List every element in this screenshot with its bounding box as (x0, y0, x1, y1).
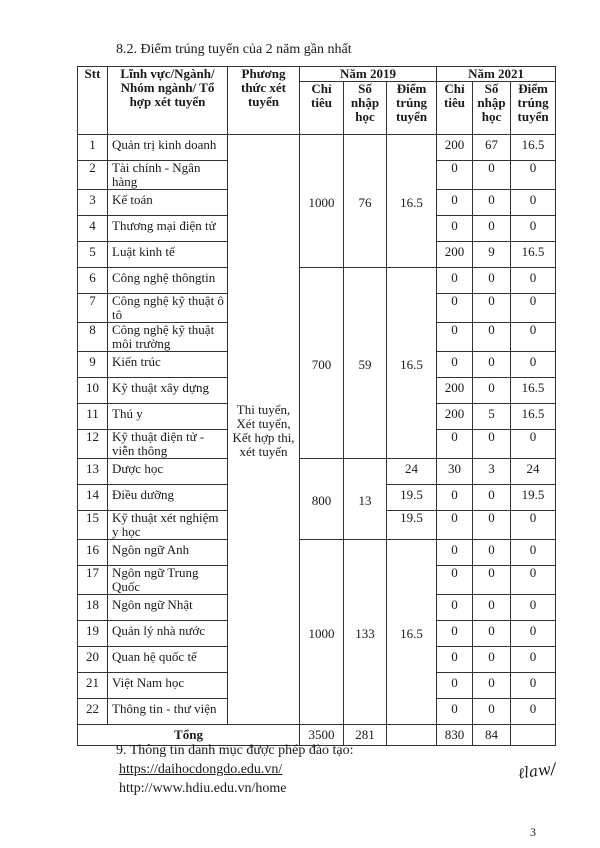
total-s2019 (387, 725, 437, 746)
score-2021-cell: 16.5 (511, 135, 556, 161)
score-2021-cell: 0 (511, 540, 556, 566)
row-field-name: Kiến trúc (108, 352, 228, 378)
score-2021-cell: 24 (511, 459, 556, 485)
quota-2021-cell: 0 (437, 511, 473, 540)
row-field-name: Luật kinh tế (108, 242, 228, 268)
header-quota-2021: Chỉ tiêu (437, 82, 473, 135)
score-2021-cell: 0 (511, 621, 556, 647)
table-row (78, 459, 556, 485)
score-2021-cell: 16.5 (511, 242, 556, 268)
enrolled-2021-cell: 0 (473, 485, 511, 511)
score-2021-cell: 16.5 (511, 404, 556, 430)
quota-2021-cell: 30 (437, 459, 473, 485)
row-field-name: Việt Nam học (108, 673, 228, 699)
total-q2019: 3500 (300, 725, 344, 746)
row-field-name: Thương mại điện tử (108, 216, 228, 242)
enrolled-2021-cell: 0 (473, 190, 511, 216)
row-stt: 20 (78, 647, 108, 673)
total-label: Tổng (78, 725, 300, 746)
section-title: 8.2. Điểm trúng tuyển của 2 năm gần nhất (116, 42, 352, 57)
quota-2021-cell: 0 (437, 430, 473, 459)
enrolled-2019-cell: 13 (344, 459, 387, 540)
quota-2021-cell: 0 (437, 647, 473, 673)
enrolled-2021-cell: 67 (473, 135, 511, 161)
total-e2021: 84 (473, 725, 511, 746)
quota-2019-cell: 700 (300, 268, 344, 459)
header-enrolled-2019: Số nhập học (344, 82, 387, 135)
row-field-name: Thú y (108, 404, 228, 430)
enrolled-2021-cell: 0 (473, 161, 511, 190)
link-hdiu[interactable]: http://www.hdiu.edu.vn/home (119, 781, 287, 796)
enrolled-2019-cell: 133 (344, 540, 387, 725)
score-2021-cell: 0 (511, 673, 556, 699)
quota-2021-cell: 0 (437, 190, 473, 216)
row-field-name: Ngôn ngữ Anh (108, 540, 228, 566)
row-stt: 18 (78, 595, 108, 621)
row-field-name: Ngôn ngữ Nhật (108, 595, 228, 621)
row-field-name: Ngôn ngữ Trung Quốc (108, 566, 228, 595)
row-field-name: Kỹ thuật xét nghiệm y học (108, 511, 228, 540)
score-2021-cell: 0 (511, 323, 556, 352)
row-field-name: Điều dưỡng (108, 485, 228, 511)
quota-2021-cell: 0 (437, 566, 473, 595)
quota-2021-cell: 0 (437, 294, 473, 323)
quota-2021-cell: 0 (437, 540, 473, 566)
score-2019-cell: 16.5 (387, 540, 437, 725)
admission-scores-table (77, 66, 556, 746)
enrolled-2021-cell: 0 (473, 323, 511, 352)
row-stt: 3 (78, 190, 108, 216)
row-stt: 2 (78, 161, 108, 190)
admission-method-cell: Thi tuyển, Xét tuyển, Kết hợp thi, xét tuyển (228, 135, 300, 725)
total-e2019: 281 (344, 725, 387, 746)
enrolled-2021-cell: 0 (473, 699, 511, 725)
row-field-name: Công nghệ kỹ thuật ô tô (108, 294, 228, 323)
row-stt: 6 (78, 268, 108, 294)
row-stt: 7 (78, 294, 108, 323)
score-2021-cell: 0 (511, 511, 556, 540)
score-2019-cell: 16.5 (387, 135, 437, 268)
row-stt: 11 (78, 404, 108, 430)
page-number: 3 (530, 825, 536, 839)
link-daihocdongdo[interactable]: https://daihocdongdo.edu.vn/ (119, 762, 283, 777)
enrolled-2021-cell: 0 (473, 378, 511, 404)
score-2021-cell: 0 (511, 566, 556, 595)
score-2021-cell: 0 (511, 595, 556, 621)
table-row (78, 540, 556, 566)
row-field-name: Quan hệ quốc tế (108, 647, 228, 673)
score-2021-cell: 0 (511, 352, 556, 378)
row-stt: 14 (78, 485, 108, 511)
score-2019-cell: 19.5 (387, 511, 437, 540)
enrolled-2021-cell: 0 (473, 352, 511, 378)
row-stt: 22 (78, 699, 108, 725)
row-field-name: Quản lý nhà nước (108, 621, 228, 647)
header-method: Phương thức xét tuyển (228, 67, 300, 135)
quota-2021-cell: 200 (437, 135, 473, 161)
row-field-name: Kỹ thuật điện tử - viễn thông (108, 430, 228, 459)
header-score-2019: Điểm trúng tuyển (387, 82, 437, 135)
enrolled-2021-cell: 0 (473, 430, 511, 459)
row-stt: 13 (78, 459, 108, 485)
quota-2021-cell: 0 (437, 352, 473, 378)
enrolled-2021-cell: 0 (473, 595, 511, 621)
score-2021-cell: 0 (511, 268, 556, 294)
score-2021-cell: 0 (511, 161, 556, 190)
row-stt: 19 (78, 621, 108, 647)
enrolled-2021-cell: 9 (473, 242, 511, 268)
header-year-2021: Năm 2021 (437, 67, 556, 82)
quota-2021-cell: 0 (437, 268, 473, 294)
score-2021-cell: 0 (511, 430, 556, 459)
enrolled-2019-cell: 76 (344, 135, 387, 268)
score-2021-cell: 0 (511, 294, 556, 323)
enrolled-2021-cell: 0 (473, 268, 511, 294)
quota-2021-cell: 200 (437, 404, 473, 430)
table-row (78, 135, 556, 161)
quota-2021-cell: 0 (437, 621, 473, 647)
score-2019-cell: 19.5 (387, 485, 437, 511)
total-s2021 (511, 725, 556, 746)
header-stt: Stt (78, 67, 108, 135)
row-stt: 15 (78, 511, 108, 540)
row-field-name: Công nghệ kỹ thuật môi trường (108, 323, 228, 352)
signature-initials: ℓlaw/ (516, 759, 557, 783)
quota-2021-cell: 0 (437, 216, 473, 242)
row-field-name: Kế toán (108, 190, 228, 216)
enrolled-2021-cell: 0 (473, 673, 511, 699)
quota-2021-cell: 0 (437, 161, 473, 190)
enrolled-2021-cell: 0 (473, 621, 511, 647)
row-stt: 8 (78, 323, 108, 352)
enrolled-2021-cell: 0 (473, 647, 511, 673)
quota-2021-cell: 200 (437, 378, 473, 404)
enrolled-2021-cell: 5 (473, 404, 511, 430)
score-2021-cell: 0 (511, 699, 556, 725)
row-stt: 21 (78, 673, 108, 699)
score-2019-cell: 24 (387, 459, 437, 485)
quota-2021-cell: 0 (437, 699, 473, 725)
row-stt: 16 (78, 540, 108, 566)
header-enrolled-2021: Số nhập học (473, 82, 511, 135)
score-2021-cell: 0 (511, 190, 556, 216)
enrolled-2021-cell: 0 (473, 294, 511, 323)
row-field-name: Tài chính - Ngân hàng (108, 161, 228, 190)
quota-2021-cell: 0 (437, 323, 473, 352)
row-field-name: Thông tin - thư viện (108, 699, 228, 725)
row-field-name: Kỹ thuật xây dựng (108, 378, 228, 404)
quota-2019-cell: 1000 (300, 540, 344, 725)
row-stt: 9 (78, 352, 108, 378)
total-q2021: 830 (437, 725, 473, 746)
row-field-name: Quản trị kinh doanh (108, 135, 228, 161)
header-score-2021: Điểm trúng tuyển (511, 82, 556, 135)
enrolled-2021-cell: 0 (473, 540, 511, 566)
enrolled-2021-cell: 0 (473, 511, 511, 540)
quota-2021-cell: 0 (437, 485, 473, 511)
info-heading: 9. Thông tin danh mục được phép đào tạo: (116, 743, 354, 758)
row-stt: 10 (78, 378, 108, 404)
quota-2021-cell: 0 (437, 595, 473, 621)
score-2021-cell: 16.5 (511, 378, 556, 404)
score-2021-cell: 0 (511, 647, 556, 673)
row-stt: 1 (78, 135, 108, 161)
score-2021-cell: 0 (511, 216, 556, 242)
header-field: Lĩnh vực/Ngành/ Nhóm ngành/ Tổ hợp xét tuyển (108, 67, 228, 135)
quota-2019-cell: 800 (300, 459, 344, 540)
table-row (78, 268, 556, 294)
row-field-name: Dược học (108, 459, 228, 485)
header-quota-2019: Chỉ tiêu (300, 82, 344, 135)
enrolled-2021-cell: 0 (473, 216, 511, 242)
row-stt: 4 (78, 216, 108, 242)
row-stt: 17 (78, 566, 108, 595)
quota-2021-cell: 0 (437, 673, 473, 699)
quota-2021-cell: 200 (437, 242, 473, 268)
score-2021-cell: 19.5 (511, 485, 556, 511)
enrolled-2021-cell: 3 (473, 459, 511, 485)
quota-2019-cell: 1000 (300, 135, 344, 268)
enrolled-2019-cell: 59 (344, 268, 387, 459)
score-2019-cell: 16.5 (387, 268, 437, 459)
enrolled-2021-cell: 0 (473, 566, 511, 595)
info-section (116, 741, 354, 798)
row-field-name: Công nghệ thôngtin (108, 268, 228, 294)
row-stt: 5 (78, 242, 108, 268)
header-year-2019: Năm 2019 (300, 67, 437, 82)
row-stt: 12 (78, 430, 108, 459)
